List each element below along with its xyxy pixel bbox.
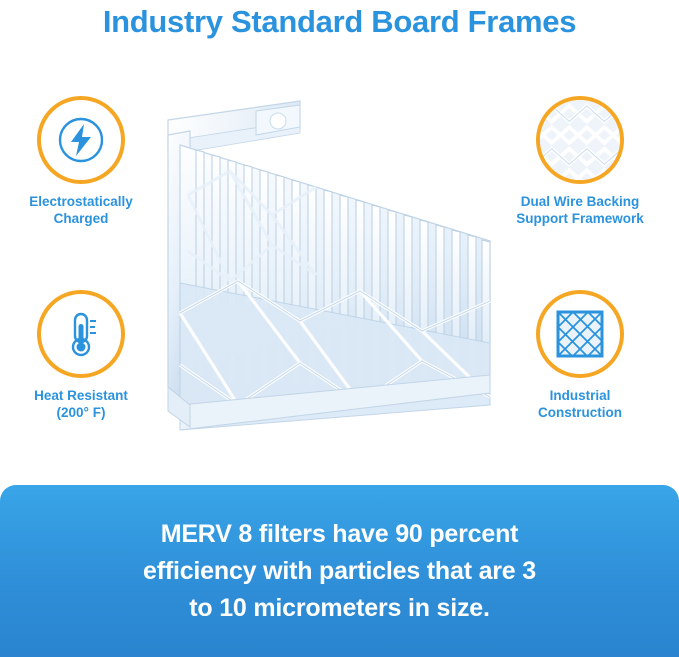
feature-label-electrostatically-charged: [6, 193, 156, 227]
feature-electrostatically-charged: [6, 96, 156, 227]
feature-label-line2: (200° F): [56, 405, 106, 420]
feature-label-dual-wire-backing: [505, 193, 655, 227]
badge-electrostatically-charged: [37, 96, 125, 184]
feature-industrial-construction: [505, 290, 655, 421]
feature-dual-wire-backing: [505, 96, 655, 227]
feature-label-line1: Dual Wire Backing: [520, 194, 640, 209]
feature-label-line2: Support Framework: [516, 211, 644, 226]
pleated-air-filter-illustration: [160, 75, 505, 465]
page-title: Industry Standard Board Frames: [102, 4, 577, 39]
feature-label-line1: Industrial: [549, 388, 611, 403]
feature-label-line2: Construction: [538, 405, 622, 420]
merv-rating-banner: [0, 485, 679, 657]
wire-mesh-icon: [540, 100, 620, 180]
lightning-bolt-icon: [41, 100, 121, 180]
badge-dual-wire-backing: [536, 96, 624, 184]
grid-frame-icon: [540, 294, 620, 374]
feature-label-line1: Heat Resistant: [34, 388, 128, 403]
feature-heat-resistant: [6, 290, 156, 421]
feature-label-line1: Electrostatically: [29, 194, 133, 209]
banner-line-3: to 10 micrometers in size.: [189, 593, 490, 622]
badge-industrial-construction: [536, 290, 624, 378]
banner-line-2: efficiency with particles that are 3: [143, 556, 536, 585]
feature-label-industrial-construction: [505, 387, 655, 421]
feature-label-heat-resistant: [6, 387, 156, 421]
thermometer-icon: [41, 294, 121, 374]
banner-text: [111, 516, 568, 627]
banner-line-1: MERV 8 filters have 90 percent: [160, 519, 519, 548]
feature-label-line2: Charged: [53, 211, 109, 226]
badge-heat-resistant: [37, 290, 125, 378]
